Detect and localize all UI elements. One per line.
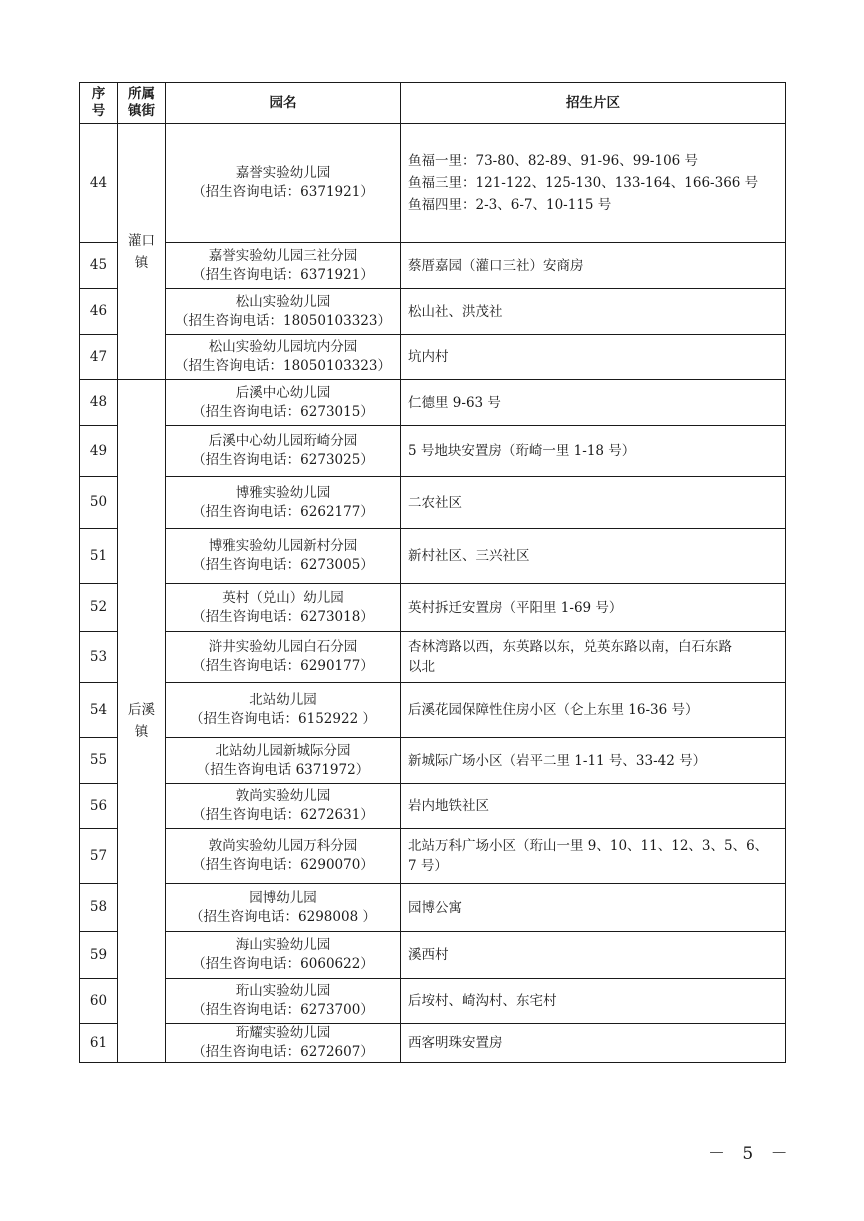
kindergarten-name: 珩山实验幼儿园 [235, 983, 331, 999]
enrollment-area-cell [401, 124, 786, 243]
kindergarten-name: 敦尚实验幼儿园 [235, 788, 331, 804]
enrollment-phone: （招生咨询电话：6273018） [192, 608, 374, 625]
enrollment-phone: （招生咨询电话：6298008 ） [190, 908, 376, 925]
kindergarten-name: 海山实验幼儿园 [235, 937, 331, 953]
kindergarten-name: 珩耀实验幼儿园 [235, 1025, 331, 1041]
row-index: 45 [80, 243, 118, 289]
enrollment-phone: （招生咨询电话：6371921） [192, 266, 374, 283]
enrollment-phone: （招生咨询电话：6060622） [192, 956, 374, 972]
row-index: 50 [80, 477, 118, 529]
enrollment-area-line: 蔡厝嘉园（灌口三社）安商房 [408, 257, 584, 274]
enrollment-area-line: 二农社区 [408, 494, 462, 511]
enrollment-area-cell [401, 584, 786, 632]
header-kindergarten-name: 园名 [166, 83, 401, 124]
enrollment-area-line: 5 号地块安置房（珩崎一里 1-18 号） [408, 443, 636, 459]
header-town: 所属镇街 [118, 83, 166, 124]
kindergarten-cell [166, 289, 401, 335]
kindergarten-name: 浒井实验幼儿园白石分园 [208, 639, 358, 655]
enrollment-phone: （招生咨询电话：6273015） [192, 403, 374, 420]
enrollment-phone: （招生咨询电话：6272631） [192, 807, 374, 823]
row-index: 58 [80, 884, 118, 932]
town-cell [118, 124, 166, 380]
kindergarten-name: 敦尚实验幼儿园万科分园 [208, 838, 358, 854]
enrollment-area-cell [401, 829, 786, 884]
enrollment-area-line: 杏林湾路以西，东英路以东，兑英东路以南，白石东路 [408, 639, 732, 655]
enrollment-table [79, 82, 786, 1063]
kindergarten-name: 英村（兑山）幼儿园 [222, 589, 344, 606]
kindergarten-cell [166, 124, 401, 243]
row-index: 52 [80, 584, 118, 632]
enrollment-area-cell [401, 1024, 786, 1063]
enrollment-area-cell [401, 884, 786, 932]
enrollment-area-line: 鱼福四里：2-3、6-7、10-115 号 [408, 197, 612, 213]
kindergarten-cell [166, 380, 401, 426]
enrollment-phone: （招生咨询电话：6273700） [192, 1002, 374, 1018]
table-row [80, 738, 786, 784]
table-row [80, 529, 786, 584]
enrollment-area-line: 新村社区、三兴社区 [408, 548, 530, 564]
row-index: 54 [80, 683, 118, 738]
table-row [80, 932, 786, 979]
kindergarten-name: 后溪中心幼儿园 [235, 384, 331, 401]
enrollment-area-line: 北站万科广场小区（珩山一里 9、10、11、12、3、5、6、 [408, 838, 769, 854]
enrollment-area-line: 松山社、洪茂社 [408, 303, 503, 320]
enrollment-area-cell [401, 632, 786, 683]
kindergarten-cell [166, 884, 401, 932]
town-name: 灌口镇 [128, 232, 155, 271]
enrollment-area-line: 仁德里 9-63 号 [408, 394, 501, 411]
kindergarten-cell [166, 632, 401, 683]
enrollment-area-cell [401, 529, 786, 584]
enrollment-area-line: 后溪花园保障性住房小区（仑上东里 16-36 号） [408, 702, 699, 718]
enrollment-area-line: 鱼福三里：121-122、125-130、133-164、166-366 号 [408, 175, 759, 191]
kindergarten-cell [166, 932, 401, 979]
row-index: 46 [80, 289, 118, 335]
enrollment-area-line: 后垵村、崎沟村、东宅村 [408, 993, 557, 1009]
kindergarten-name: 松山实验幼儿园 [235, 293, 331, 310]
row-index: 49 [80, 426, 118, 477]
table-row [80, 380, 786, 426]
enrollment-area-line: 7 号） [408, 858, 448, 874]
table-row [80, 477, 786, 529]
enrollment-phone: （招生咨询电话：18050103323） [175, 358, 391, 374]
table-row [80, 1024, 786, 1063]
row-index: 51 [80, 529, 118, 584]
kindergarten-name: 嘉誉实验幼儿园三社分园 [208, 247, 358, 264]
enrollment-area-cell [401, 683, 786, 738]
kindergarten-cell [166, 979, 401, 1024]
enrollment-area-line: 鱼福一里：73-80、82-89、91-96、99-106 号 [408, 153, 699, 169]
kindergarten-cell [166, 1024, 401, 1063]
enrollment-area-cell [401, 426, 786, 477]
enrollment-area-line: 西客明珠安置房 [408, 1035, 503, 1051]
kindergarten-name: 博雅实验幼儿园新村分园 [208, 538, 358, 554]
kindergarten-name: 园博幼儿园 [249, 889, 317, 906]
town-cell [118, 380, 166, 1063]
enrollment-area-line: 园博公寓 [408, 899, 462, 916]
table-row [80, 426, 786, 477]
kindergarten-cell [166, 683, 401, 738]
row-index: 59 [80, 932, 118, 979]
enrollment-phone: （招生咨询电话：6152922 ） [190, 711, 376, 727]
enrollment-phone: （招生咨询电话：6290070） [192, 857, 374, 873]
table-row [80, 632, 786, 683]
kindergarten-name: 后溪中心幼儿园珩崎分园 [208, 433, 358, 449]
kindergarten-name: 嘉誉实验幼儿园 [235, 165, 331, 181]
enrollment-phone: （招生咨询电话 6371972） [196, 761, 370, 778]
row-index: 61 [80, 1024, 118, 1063]
table-body [80, 124, 786, 1063]
table-row [80, 979, 786, 1024]
table-row [80, 289, 786, 335]
kindergarten-cell [166, 477, 401, 529]
kindergarten-name: 博雅实验幼儿园 [235, 484, 331, 501]
enrollment-area-cell [401, 380, 786, 426]
enrollment-area-cell [401, 243, 786, 289]
enrollment-phone: （招生咨询电话：18050103323） [175, 312, 391, 329]
enrollment-area-cell [401, 335, 786, 380]
row-index: 55 [80, 738, 118, 784]
header-enrollment-area: 招生片区 [401, 83, 786, 124]
table-row [80, 884, 786, 932]
enrollment-phone: （招生咨询电话：6262177） [192, 503, 374, 520]
table-row [80, 829, 786, 884]
town-name: 后溪镇 [128, 702, 155, 740]
table-row [80, 124, 786, 243]
row-index: 60 [80, 979, 118, 1024]
kindergarten-cell [166, 784, 401, 829]
enrollment-area-cell [401, 477, 786, 529]
kindergarten-cell [166, 529, 401, 584]
enrollment-area-cell [401, 784, 786, 829]
kindergarten-cell [166, 829, 401, 884]
table-row [80, 243, 786, 289]
enrollment-area-line: 以北 [408, 659, 435, 675]
enrollment-phone: （招生咨询电话：6272607） [192, 1044, 374, 1060]
enrollment-phone: （招生咨询电话：6273025） [192, 452, 374, 468]
enrollment-area-line: 岩内地铁社区 [408, 798, 489, 814]
row-index: 53 [80, 632, 118, 683]
table-row [80, 784, 786, 829]
kindergarten-cell [166, 426, 401, 477]
enrollment-phone: （招生咨询电话：6371921） [192, 184, 374, 200]
enrollment-area-line: 溪西村 [408, 947, 449, 963]
kindergarten-name: 北站幼儿园新城际分园 [215, 742, 351, 759]
kindergarten-name: 北站幼儿园 [249, 692, 317, 708]
kindergarten-cell [166, 584, 401, 632]
enrollment-area-cell [401, 932, 786, 979]
row-index: 56 [80, 784, 118, 829]
enrollment-area-line: 坑内村 [408, 349, 449, 365]
enrollment-area-cell [401, 738, 786, 784]
table-row [80, 584, 786, 632]
table-header-row [80, 83, 786, 124]
kindergarten-cell [166, 243, 401, 289]
table-row [80, 335, 786, 380]
enrollment-area-line: 英村拆迁安置房（平阳里 1-69 号） [408, 599, 623, 616]
page-number: － 5 － [708, 1144, 794, 1164]
row-index: 47 [80, 335, 118, 380]
enrollment-area-cell [401, 289, 786, 335]
kindergarten-cell [166, 335, 401, 380]
row-index: 44 [80, 124, 118, 243]
header-index: 序号 [80, 83, 118, 124]
enrollment-area-line: 新城际广场小区（岩平二里 1-11 号、33-42 号） [408, 752, 707, 769]
enrollment-area-cell [401, 979, 786, 1024]
kindergarten-name: 松山实验幼儿园坑内分园 [208, 339, 358, 355]
enrollment-phone: （招生咨询电话：6273005） [192, 557, 374, 573]
table-row [80, 683, 786, 738]
kindergarten-cell [166, 738, 401, 784]
row-index: 57 [80, 829, 118, 884]
row-index: 48 [80, 380, 118, 426]
enrollment-phone: （招生咨询电话：6290177） [192, 658, 374, 674]
